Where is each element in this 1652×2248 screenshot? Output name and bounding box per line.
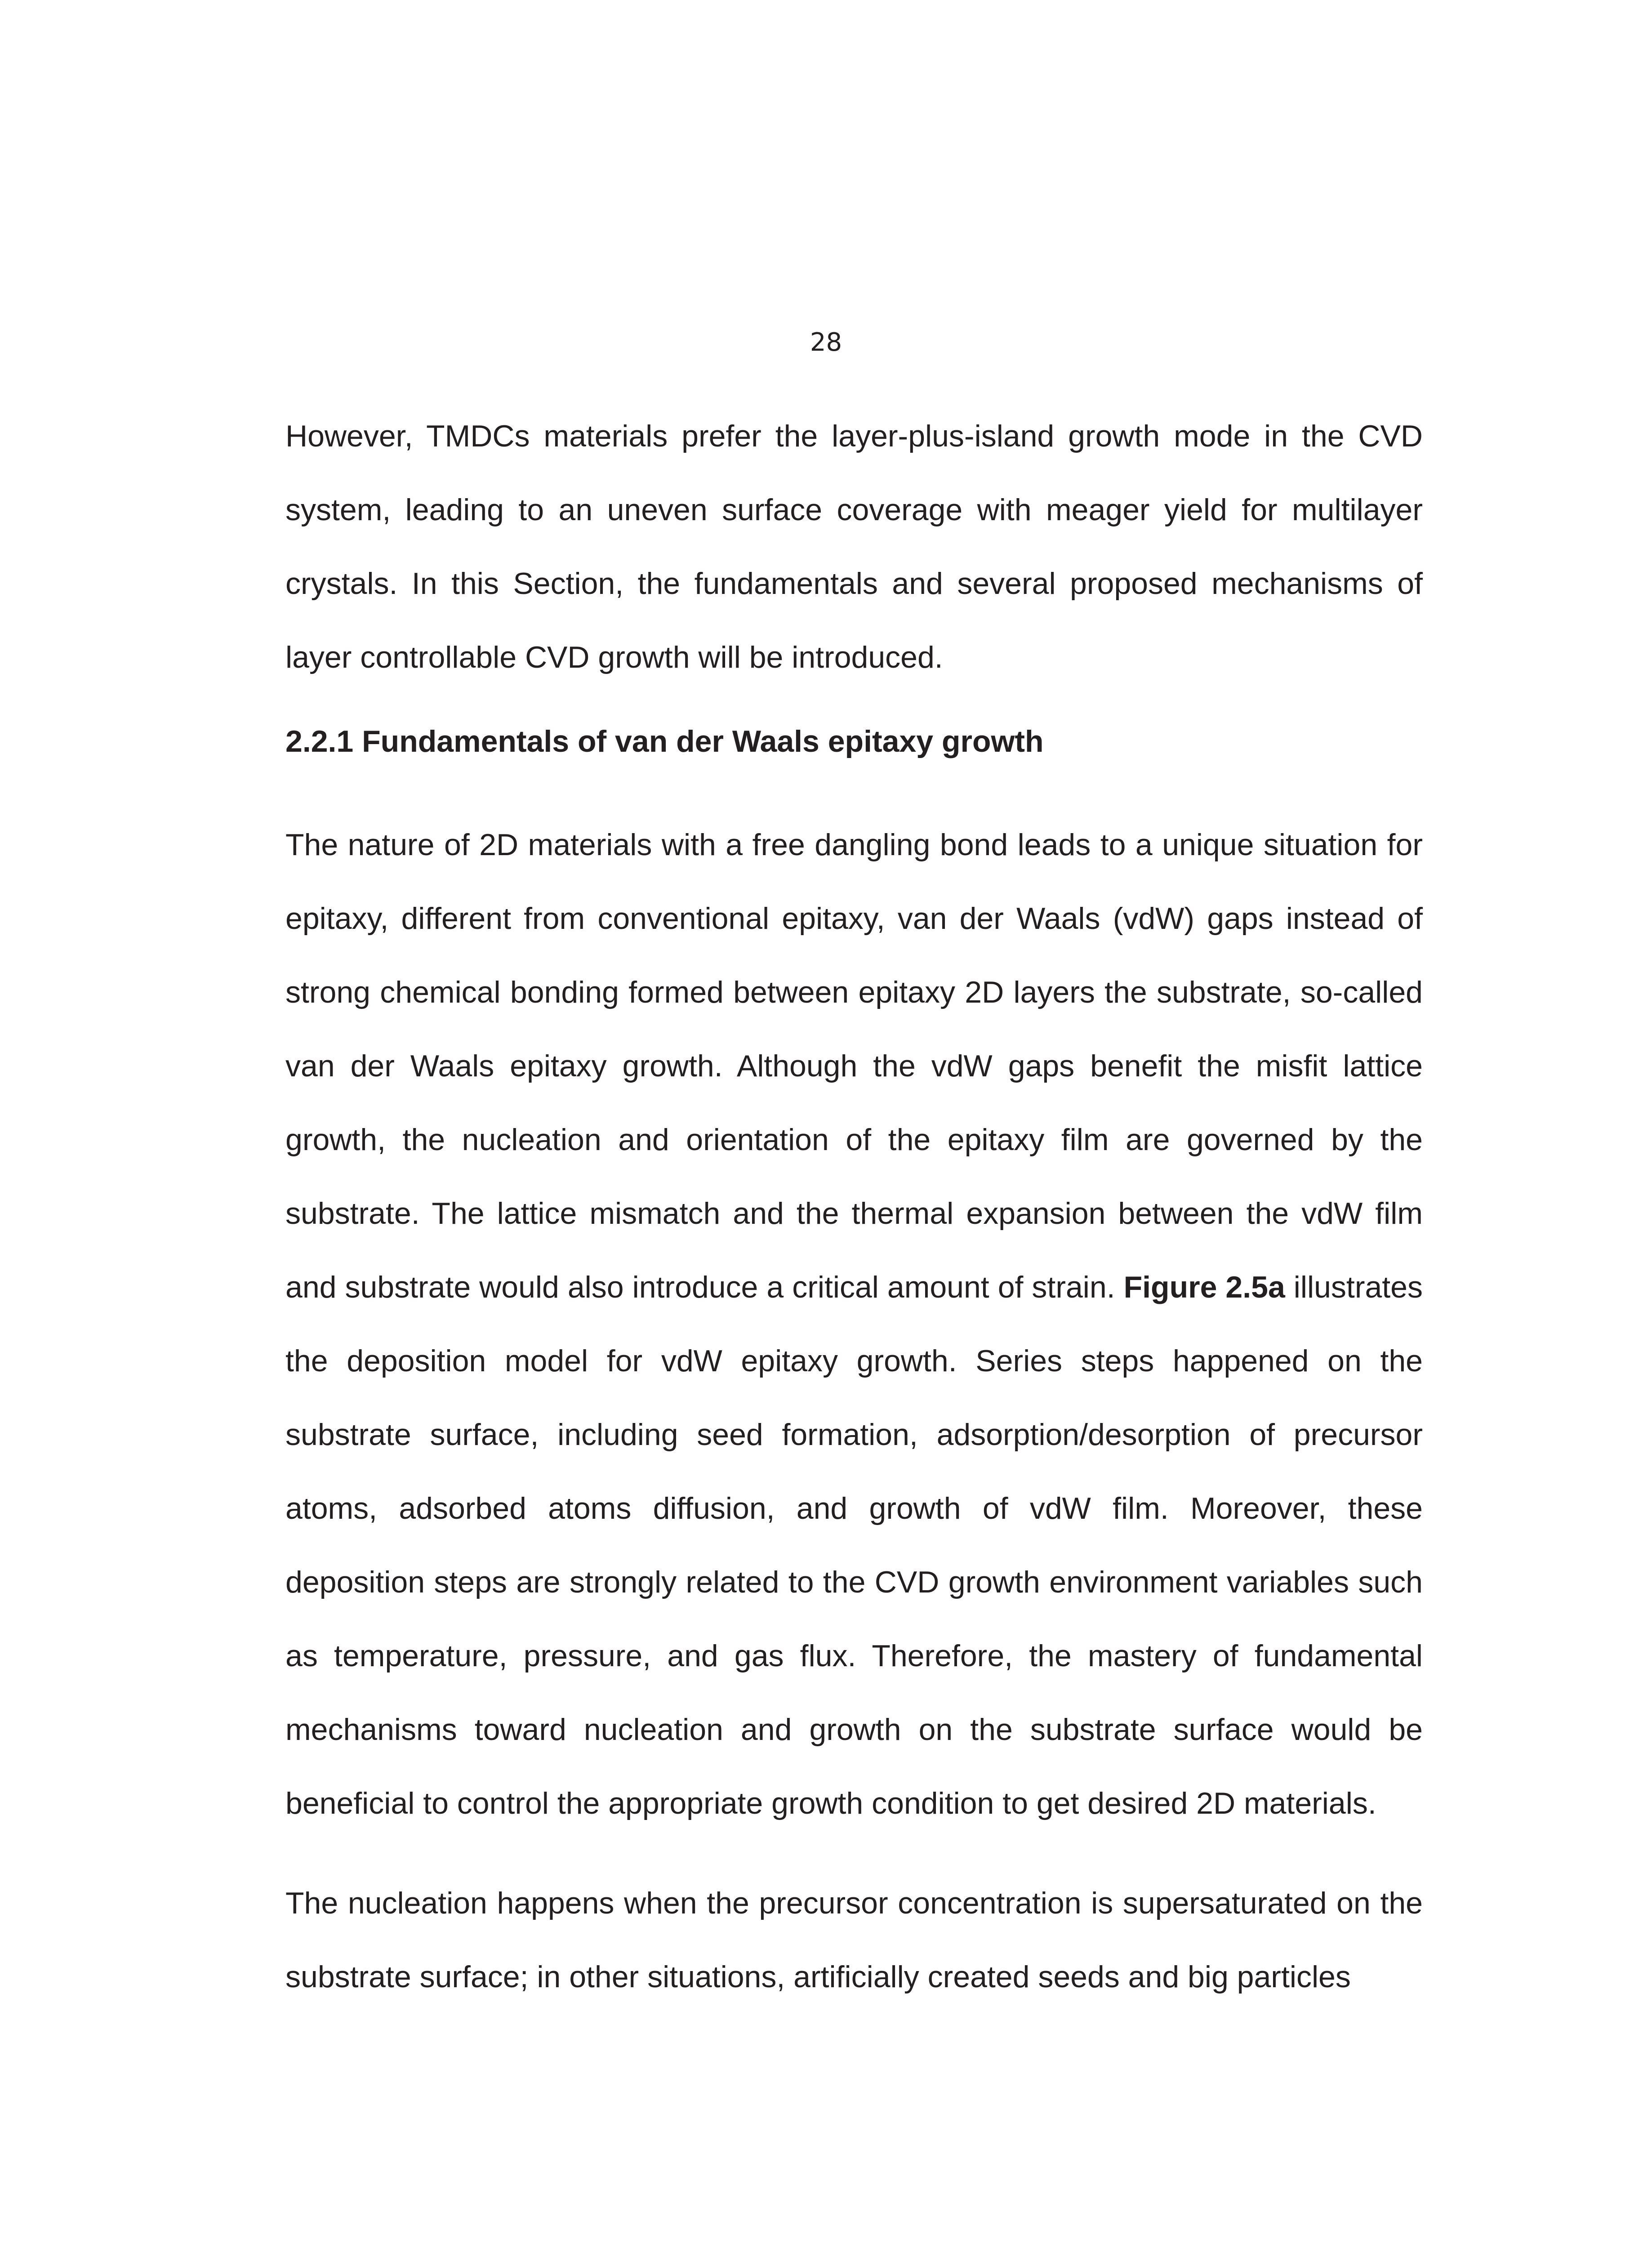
paragraph-intro: However, TMDCs materials prefer the layer-plus-island growth mode in the CVD system, leading to an uneven surface coverage with meager yield for multilayer crystals. In this Section, the fundamentals and several proposed mechanisms of layer controllable CVD growth will be introduced. (285, 419, 1423, 674)
section-heading: 2.2.1 Fundamentals of van der Waals epitaxy growth (285, 724, 1044, 758)
paragraph-vdw-epitaxy (285, 808, 1423, 1840)
paragraph-text: The nature of 2D materials with a free dangling bond leads to a unique situation for epitaxy, different from conventional epitaxy, van der Waals (vdW) gaps instead of strong chemical bonding formed between epitaxy 2D layers the substrate, so-called van der Waals epitaxy growth. Although the vdW gaps benefit the misfit lattice growth, the nucleation and orientation of the epitaxy film are governed by the substrate. The lattice mismatch and the thermal expansion between the vdW film and substrate would also introduce a critical amount of strain. (285, 828, 1423, 1304)
paragraph-nucleation: The nucleation happens when the precursor concentration is supersaturated on the substrate surface; in other situations, artificially created seeds and big particles (285, 1886, 1423, 1994)
spacer (285, 694, 1423, 719)
page-number: 28 (810, 328, 842, 357)
page-body (285, 399, 1423, 2014)
spacer (285, 764, 1423, 808)
spacer (285, 1840, 1423, 1866)
figure-reference: Figure 2.5a (1123, 1270, 1285, 1304)
paragraph-text: illustrates the deposition model for vdW epitaxy growth. Series steps happened on the substrate surface, including seed formation, adsorption/desorption of precursor atoms, adsorbed atoms diffusion, and growth of vdW film. Moreover, these deposition steps are strongly related to the CVD growth environment variables such as temperature, pressure, and gas flux. Therefore, the mastery of fundamental mechanisms toward nucleation and growth on the substrate surface would be beneficial to control the appropriate growth condition to get desired 2D materials. (285, 1270, 1423, 1820)
